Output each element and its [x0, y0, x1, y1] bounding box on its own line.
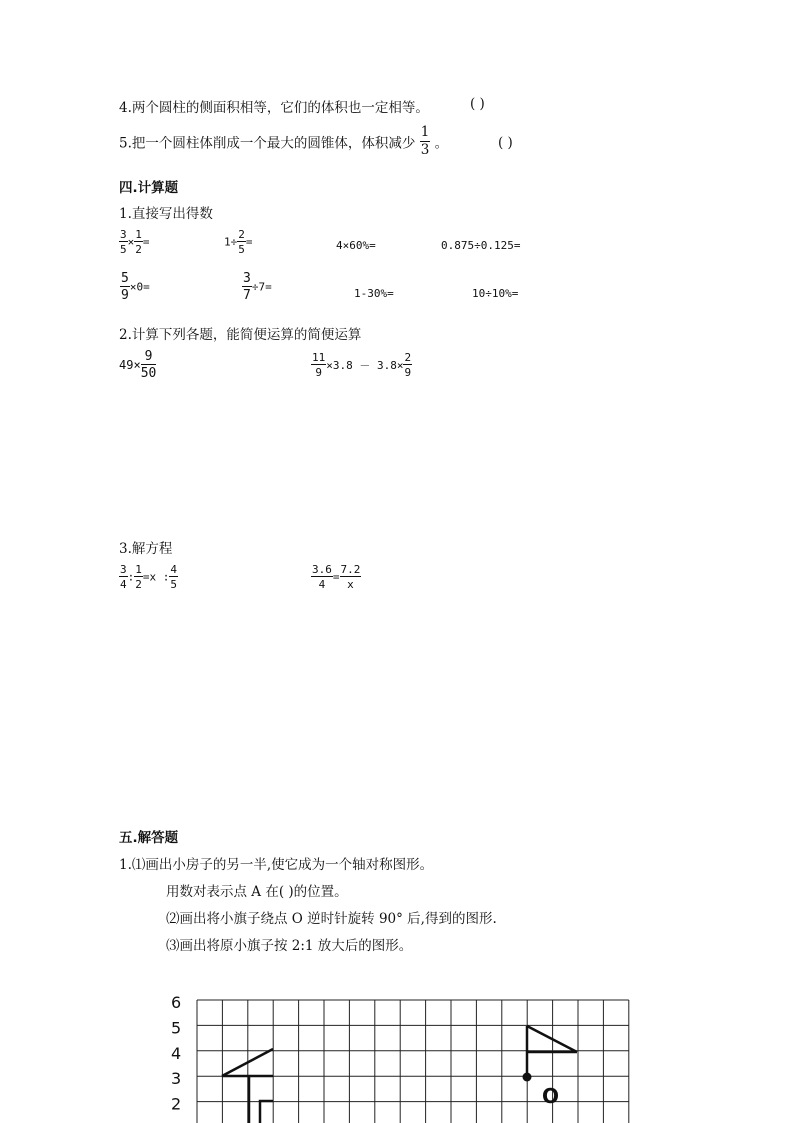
calc-r1-a: $\frac{3}{5}$ × $\frac{1}{2}$ = — [120, 228, 150, 256]
answer-q1-line1: 1.⑴画出小房子的另一半,使它成为一个轴对称图形。 — [119, 857, 434, 873]
judge-q5: 5.把一个圆柱体削成一个最大的圆锥体，体积减少 $\frac{1}{3}$ 。 — [119, 124, 449, 158]
calc-e1: $\frac{3}{4}$ : $\frac{1}{2}$ =x : $\frac{4}{5}$ — [120, 563, 177, 591]
flag-shape — [527, 1026, 577, 1077]
fraction-one-third: $\frac{1}{3}$ — [420, 124, 430, 158]
judge-q4-answer-paren[interactable]: ( ) — [470, 96, 485, 112]
grid-y-label: 2 — [171, 1094, 182, 1114]
grid-y-label: 4 — [171, 1043, 182, 1063]
answer-q1-line3: ⑵画出将小旗子绕点 O 逆时针旋转 90° 后,得到的图形. — [166, 911, 497, 927]
grid-y-label: 6 — [171, 993, 182, 1012]
calc-sub3: 3.解方程 — [119, 541, 173, 557]
answer-q1-line4: ⑶画出将原小旗子按 2:1 放大后的图形。 — [166, 938, 413, 954]
point-o-label: O — [542, 1084, 560, 1108]
judge-q5-answer-paren[interactable]: ( ) — [498, 135, 513, 151]
grid-y-label: 3 — [171, 1069, 182, 1089]
calc-p1: 49× $\frac{9}{50}$ — [119, 349, 157, 381]
point-o-dot — [523, 1073, 532, 1082]
grid-lines — [197, 1000, 629, 1123]
calc-r2-c: 1-30%= — [354, 287, 394, 300]
calc-r2-a: $\frac{5}{9}$ ×0= — [121, 271, 150, 303]
grid-y-label: 5 — [171, 1018, 182, 1038]
judge-q4: 4.两个圆柱的侧面积相等，它们的体积也一定相等。 — [119, 100, 429, 116]
calc-r1-b: 1÷ $\frac{2}{5}$ = — [224, 228, 253, 256]
calc-sub2: 2.计算下列各题，能简便运算的简便运算 — [119, 327, 362, 343]
calc-r2-d: 10÷10%= — [472, 287, 519, 300]
calc-e2: $\frac{3.6}{4}$ = $\frac{7.2}{x}$ — [312, 563, 361, 591]
calc-r1-d: 0.875÷0.125= — [441, 239, 521, 252]
calc-r2-b: $\frac{3}{7}$ ÷7= — [243, 271, 272, 303]
grid-y-labels — [171, 993, 181, 1114]
answer-q1-line2: 用数对表示点 A 在( )的位置。 — [166, 884, 348, 900]
section-title-calc: 四.计算题 — [119, 180, 179, 196]
calc-p2: $\frac{11}{9}$ ×3.8 － 3.8× $\frac{2}{9}$ — [312, 351, 412, 379]
calc-sub1: 1.直接写出得数 — [119, 206, 213, 222]
section-title-answer: 五.解答题 — [119, 830, 179, 846]
calc-r1-c: 4×60%= — [336, 239, 376, 252]
